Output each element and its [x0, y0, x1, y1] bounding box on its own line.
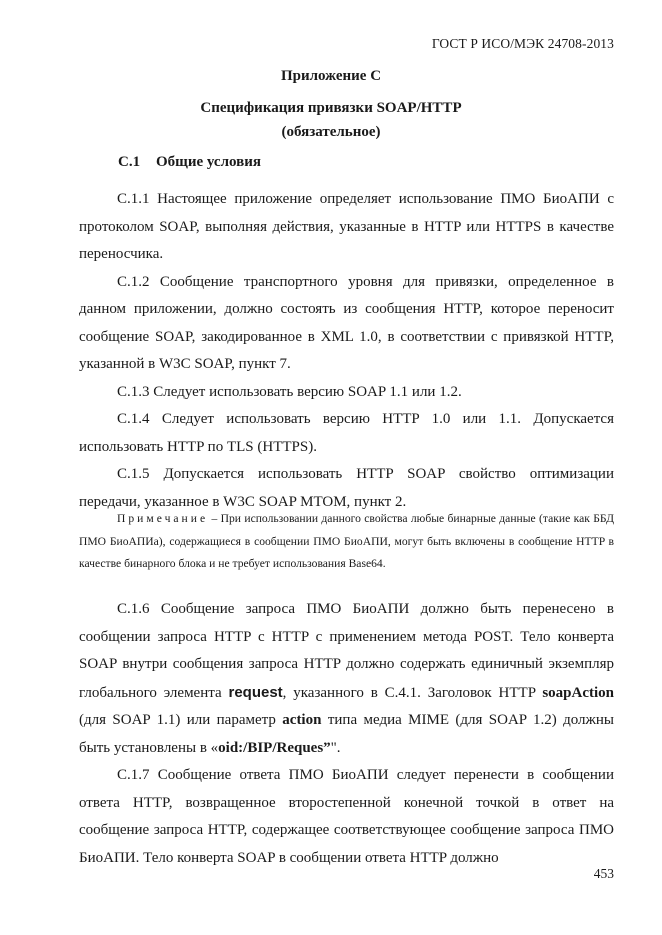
- page-number: 453: [593, 866, 614, 881]
- paragraph-c13: С.1.3 Следует использовать версию SOAP 1.1 или 1.2.: [117, 383, 462, 400]
- action-parameter-name: action: [282, 712, 322, 728]
- note-dash: –: [208, 512, 221, 525]
- body-text-upper: [79, 186, 614, 516]
- annex-subtitle: Спецификация привязки SOAP/HTTP: [200, 100, 462, 116]
- section-title: Общие условия: [156, 154, 261, 170]
- c16-text-1: С.1.6 Сообщение запроса ПМО БиоАПИ должно быть перенесено в сообщении запроса HTTP с HTTP с применением метода POST. Тело конверта SOAP внутри сообщения запроса HTTP должно содержать единичный экземпляр глобального элемента: [79, 601, 614, 701]
- c16-text-3: (для SOAP 1.1) или параметр: [79, 712, 283, 728]
- c16-text-5: ".: [330, 739, 341, 756]
- oid-value: oid:/BIP/Reques”: [218, 739, 331, 756]
- note-paragraph: [79, 508, 614, 576]
- paragraph-c12: С.1.2 Сообщение транспортного уровня для привязки, определенное в данном приложении, должно состоять из сообщения HTTP, которое переносит сообщение SOAP, закодированное в XML 1.0, в соответствии с привязкой HTTP, указанной в W3C SOAP, пункт 7.: [79, 273, 614, 372]
- annex-title: Приложение С: [280, 68, 382, 84]
- paragraph-c14: С.1.4 Следует использовать версию HTTP 1.0 или 1.1. Допускается использовать HTTP по TLS (HTTPS).: [79, 411, 614, 455]
- standard-header: ГОСТ Р ИСО/МЭК 24708-2013: [431, 36, 614, 51]
- soapaction-header-name: soapAction: [542, 684, 614, 701]
- c16-text-2: , указанного в С.4.1. Заголовок HTTP: [282, 684, 543, 701]
- annex-status: (обязательное): [281, 124, 381, 140]
- request-element-name: request: [228, 683, 283, 701]
- note-text: При использовании данного свойства любые бинарные данные (такие как ББД ПМО БиоАПИа), содержащиеся в сообщении ПМО БиоАПИ, могут быть включены в сообщение HTTP в качестве бинарного блока и не требует использования Base64.: [79, 512, 614, 570]
- note-label: Примечание: [117, 512, 209, 525]
- body-text-lower: [79, 596, 614, 872]
- paragraph-c11: С.1.1 Настоящее приложение определяет использование ПМО БиоАПИ с протоколом SOAP, выполняя действия, указанные в HTTP или HTTPS в качестве переносчика.: [79, 191, 614, 262]
- paragraph-c16: [79, 596, 614, 762]
- c16-text-4: типа медиа MIME (для SOAP 1.2) должны быть установлены в «: [79, 712, 614, 756]
- section-number: С.1: [118, 154, 141, 170]
- note-block: [79, 508, 614, 576]
- section-heading: [118, 154, 261, 171]
- paragraph-c15: С.1.5 Допускается использовать HTTP SOAP свойство оптимизации передачи, указанное в W3C SOAP MTOM, пункт 2.: [79, 466, 614, 510]
- paragraph-c17: С.1.7 Сообщение ответа ПМО БиоАПИ следует перенести в сообщении ответа HTTP, возвращенное второстепенной конечной точкой в ответ на сообщение запроса HTTP, содержащее соответствующее сообщение запроса ПМО БиоАПИ. Тело конверта SOAP в сообщении ответа HTTP должно: [79, 767, 614, 866]
